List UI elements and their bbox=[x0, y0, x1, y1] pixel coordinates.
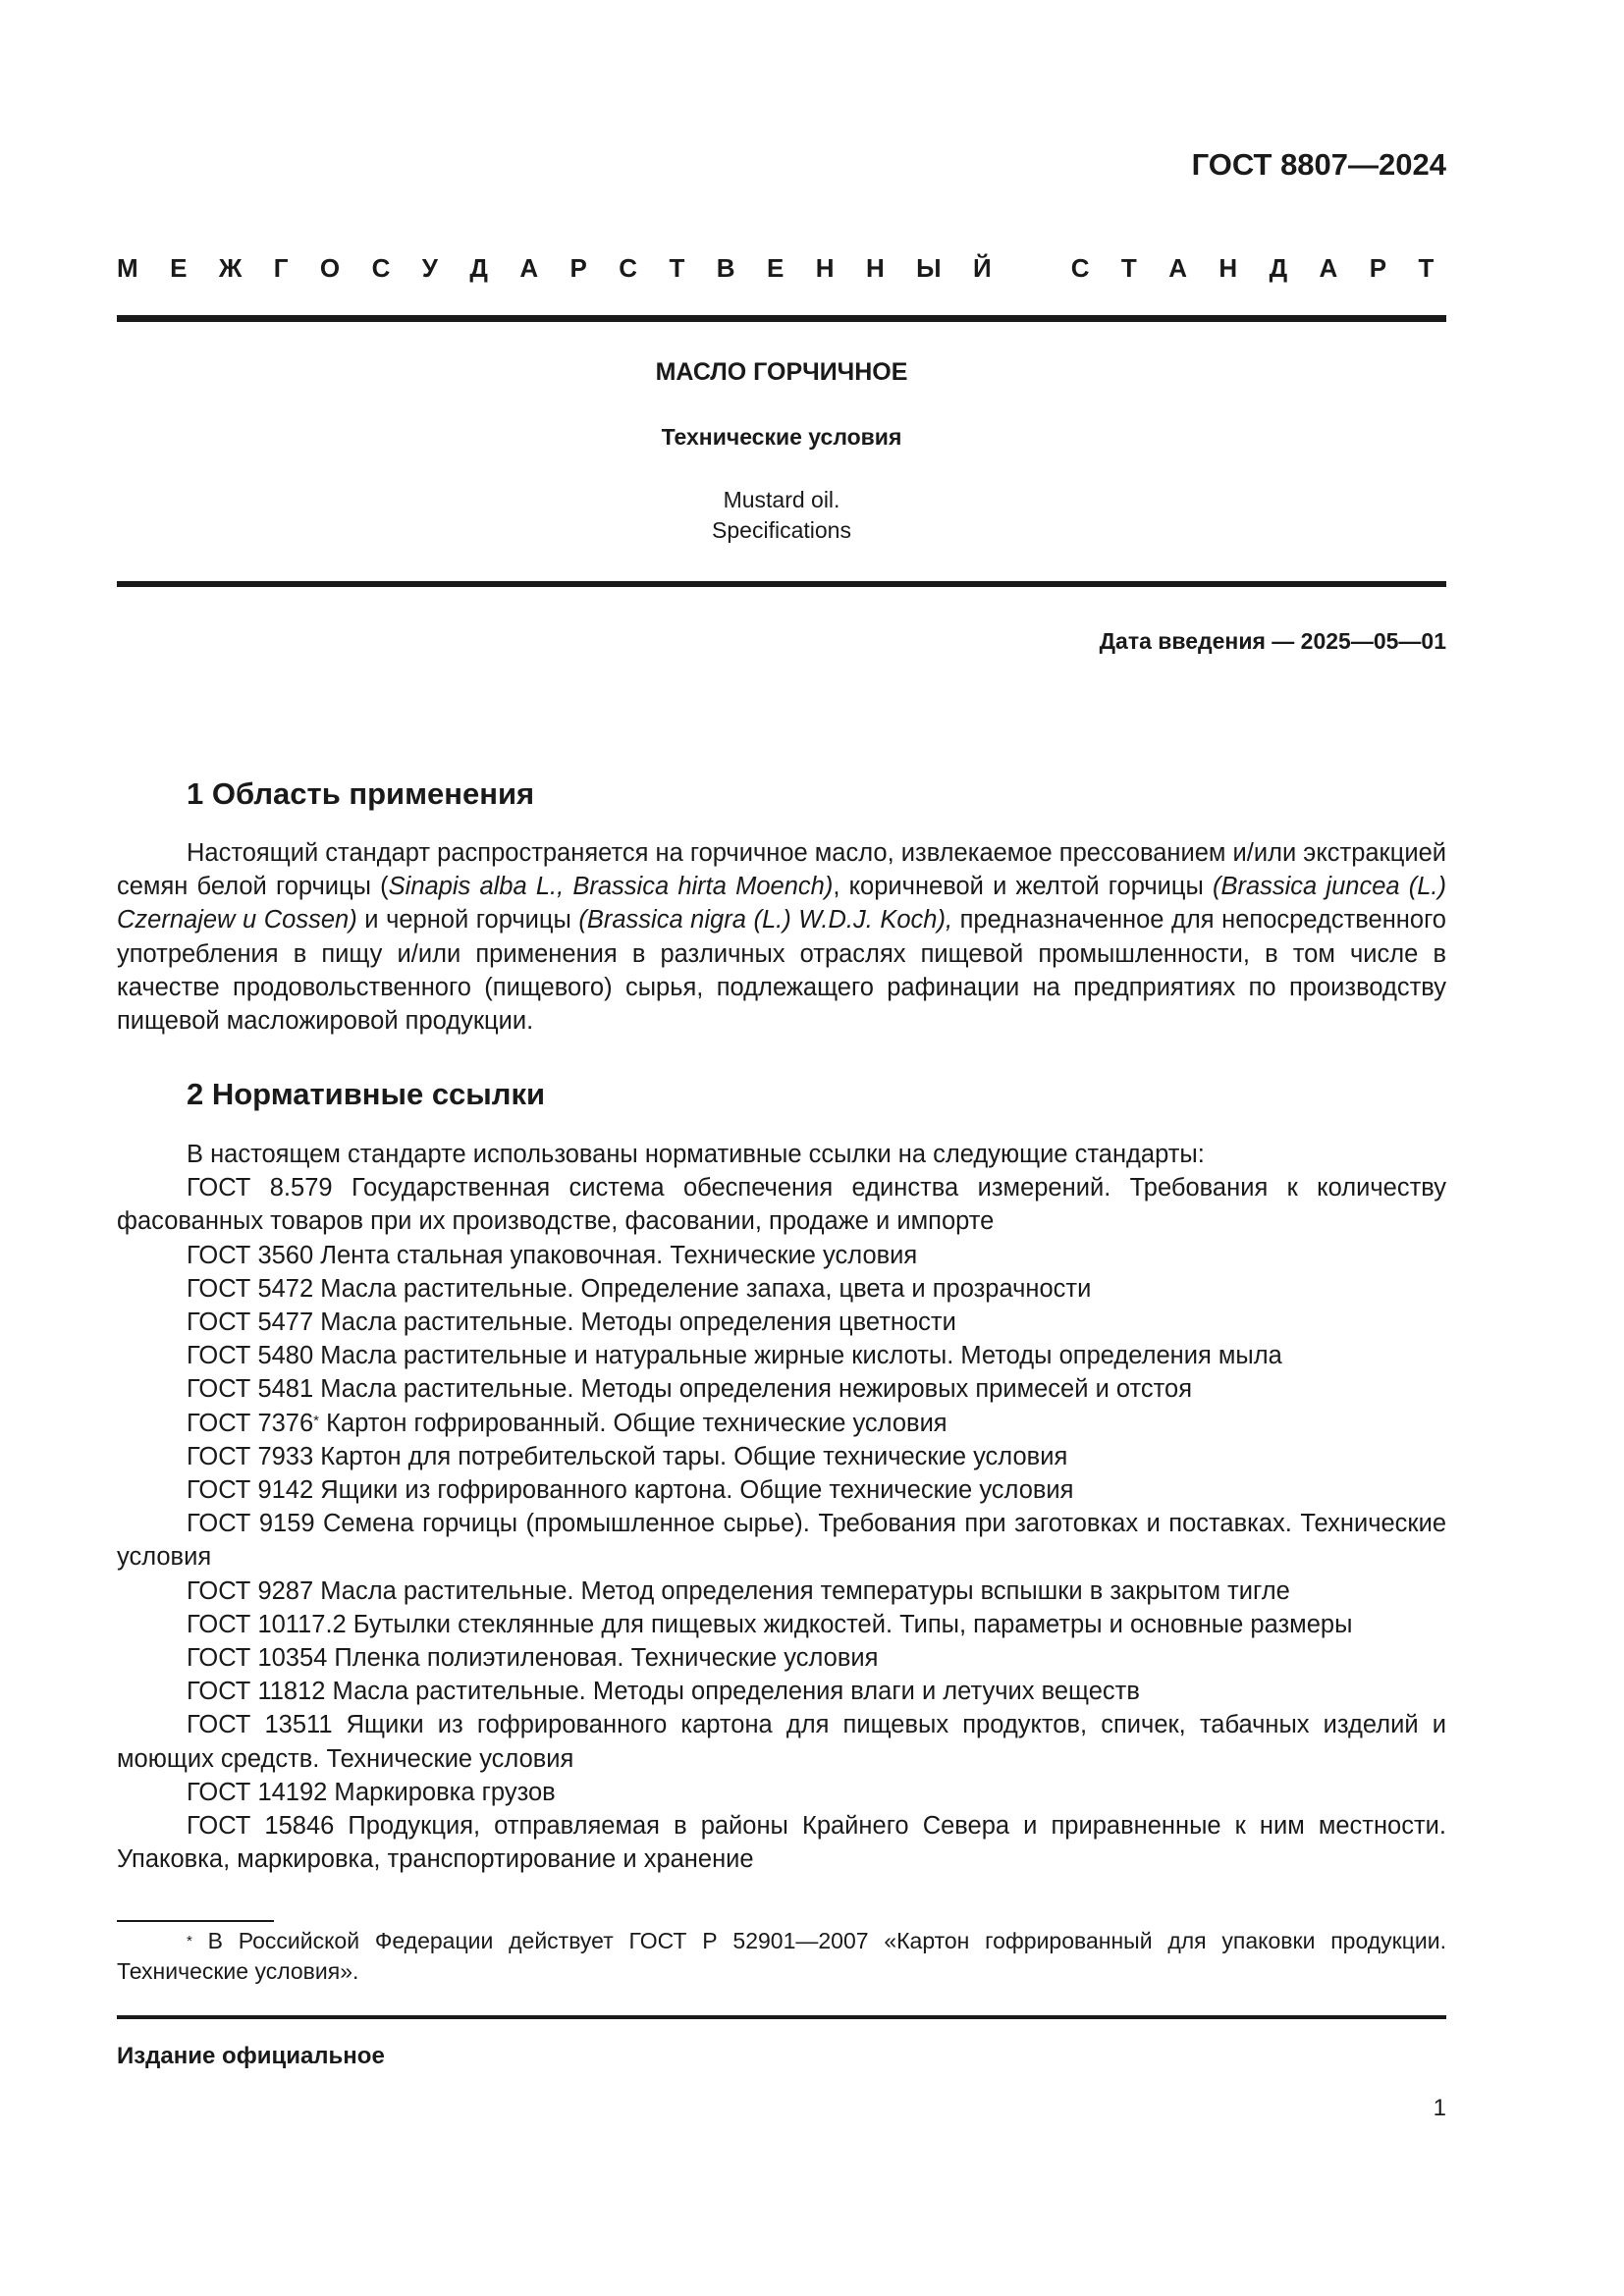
page-number: 1 bbox=[1433, 2095, 1446, 2121]
gost-number: ГОСТ 8807—2024 bbox=[1191, 147, 1446, 182]
section-2-heading: 2 Нормативные ссылки bbox=[187, 1077, 546, 1111]
footnote-divider bbox=[117, 1920, 274, 1922]
reference-item: ГОСТ 5481 Масла растительные. Методы определения нежировых примесей и отстоя bbox=[187, 1375, 1193, 1404]
scope-species-a: Sinapis alba L., Brassica hirta Moench) bbox=[388, 873, 834, 901]
reference-item: ГОСТ 5477 Масла растительные. Методы определения цветности bbox=[187, 1308, 956, 1337]
reference-item: ГОСТ 3560 Лента стальная упаковочная. Технические условия bbox=[187, 1241, 918, 1269]
reference-item: ГОСТ 9287 Масла растительные. Метод определения температуры вспышки в закрытом тигле bbox=[187, 1576, 1290, 1605]
reference-item bbox=[117, 1407, 1446, 1440]
document-title: МАСЛО ГОРЧИЧНОЕ bbox=[655, 358, 908, 386]
scope-paragraph bbox=[117, 836, 1446, 1038]
reference-item: ГОСТ 5472 Масла растительные. Определение запаха, цвета и прозрачности bbox=[187, 1274, 1092, 1303]
footer-divider bbox=[117, 2015, 1446, 2019]
footnote-marker: * bbox=[313, 1412, 320, 1429]
reference-code: ГОСТ 7376 bbox=[187, 1409, 314, 1437]
reference-item: ГОСТ 8.579 Государственная система обеспечения единства измерений. Требования к количеству фасованных товаров при их производстве, фасовании, продаже и импорте bbox=[117, 1174, 1446, 1236]
scope-text-d: предназначенное для непосредственного употребления в пищу и/или применения в различных отраслях пищевой промышленности, в том числе в качестве продовольственного (пищевого) сырья, подлежащего рафинации на предприятиях по производству пищевой масложировой продукции. bbox=[117, 906, 1446, 1036]
introduction-date: Дата введения — 2025—05—01 bbox=[1099, 628, 1446, 654]
reference-item: ГОСТ 13511 Ящики из гофрированного картона для пищевых продуктов, спичек, табачных изделий и моющих средств. Технические условия bbox=[117, 1711, 1446, 1773]
interstate-standard-banner bbox=[117, 253, 1446, 284]
interstate-word: М Е Ж Г О С У Д А Р С Т В Е Н Н Ы Й bbox=[117, 253, 1004, 283]
english-title bbox=[117, 485, 1446, 546]
reference-item: ГОСТ 9142 Ящики из гофрированного картона. Общие технические условия bbox=[187, 1476, 1074, 1505]
normative-references bbox=[117, 1138, 1446, 1876]
reference-item: ГОСТ 14192 Маркировка грузов bbox=[187, 1778, 556, 1806]
scope-text-c: и черной горчицы bbox=[356, 906, 579, 934]
reference-item: ГОСТ 15846 Продукция, отправляемая в районы Крайнего Севера и приравненные к ним местности. Упаковка, маркировка, транспортирование и хранение bbox=[117, 1812, 1446, 1874]
reference-item: ГОСТ 10117.2 Бутылки стеклянные для пищевых жидкостей. Типы, параметры и основные размеры bbox=[187, 1610, 1353, 1638]
scope-text-a: Настоящий стандарт распространяется на горчичное масло, извлекаемое прессованием и/или экстракцией семян белой горчицы ( bbox=[117, 839, 1446, 901]
section-1-heading: 1 Область применения bbox=[187, 776, 535, 811]
english-title-line1: Mustard oil. bbox=[723, 487, 840, 512]
scope-species-c: (Brassica nigra (L.) W.D.J. Koch), bbox=[578, 906, 953, 934]
scope-text-b: , коричневой и желтой горчицы bbox=[833, 873, 1213, 901]
footnote-body: В Российской Федерации действует ГОСТ Р 52901—2007 «Картон гофрированный для упаковки продукции. Технические условия». bbox=[117, 1928, 1446, 1984]
scope-species-b: (Brassica juncea (L.) Czernajew u Cossen) bbox=[117, 873, 1446, 934]
title-divider bbox=[117, 581, 1446, 587]
official-edition-label: Издание официальное bbox=[117, 2043, 385, 2069]
references-intro: В настоящем стандарте использованы нормативные ссылки на следующие стандарты: bbox=[187, 1141, 1205, 1168]
footnote-text bbox=[117, 1926, 1446, 1987]
reference-title: Картон гофрированный. Общие технические условия bbox=[326, 1409, 947, 1437]
reference-item: ГОСТ 7933 Картон для потребительской тары. Общие технические условия bbox=[187, 1442, 1068, 1470]
english-title-line2: Specifications bbox=[712, 517, 851, 543]
standard-word: С Т А Н Д А Р Т bbox=[1070, 253, 1446, 283]
reference-item: ГОСТ 9159 Семена горчицы (промышленное сырье). Требования при заготовках и поставках. Технические условия bbox=[117, 1510, 1446, 1572]
reference-item: ГОСТ 11812 Масла растительные. Методы определения влаги и летучих веществ bbox=[187, 1678, 1140, 1706]
footnote-mark: * bbox=[187, 1933, 192, 1949]
top-divider bbox=[117, 315, 1446, 322]
reference-item: ГОСТ 5480 Масла растительные и натуральные жирные кислоты. Методы определения мыла bbox=[187, 1342, 1282, 1370]
document-subtitle: Технические условия bbox=[661, 424, 902, 450]
section-1-body bbox=[117, 836, 1446, 1038]
reference-item: ГОСТ 10354 Пленка полиэтиленовая. Технические условия bbox=[187, 1644, 879, 1673]
footnote bbox=[117, 1926, 1446, 1987]
